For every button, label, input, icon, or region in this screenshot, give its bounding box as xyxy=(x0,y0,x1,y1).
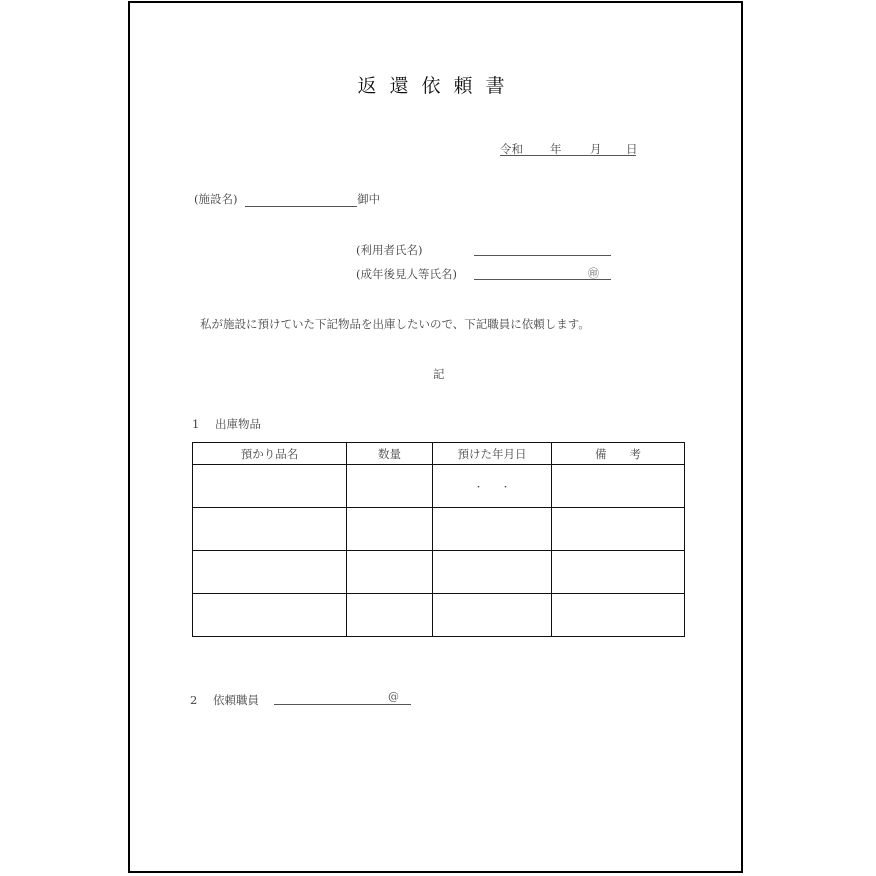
cell-remarks[interactable] xyxy=(552,508,685,551)
section1-number: 1 xyxy=(192,417,200,431)
guardian-name-label: (成年後見人等氏名) xyxy=(356,267,457,281)
header-quantity: 数量 xyxy=(347,443,433,465)
cell-item-name[interactable] xyxy=(193,465,347,508)
cell-quantity[interactable] xyxy=(347,508,433,551)
staff-seal-mark: @ xyxy=(388,690,399,703)
date-month: 月 xyxy=(590,142,602,156)
section1-label: 出庫物品 xyxy=(214,417,261,431)
items-table xyxy=(192,442,685,637)
ki-heading: 記 xyxy=(433,367,445,381)
cell-remarks[interactable] xyxy=(552,465,685,508)
section2-label: 依頼職員 xyxy=(212,693,259,707)
date-year: 年 xyxy=(550,142,562,156)
cell-item-name[interactable] xyxy=(193,594,347,637)
facility-blank xyxy=(245,206,357,207)
user-name-blank xyxy=(474,241,611,256)
table-header-row xyxy=(193,443,685,465)
table-row xyxy=(193,465,685,508)
cell-deposit-date[interactable] xyxy=(433,551,552,594)
user-name-label: (利用者氏名) xyxy=(356,243,423,257)
cell-deposit-date[interactable] xyxy=(433,508,552,551)
header-remarks: 備 考 xyxy=(552,443,685,465)
table-row xyxy=(193,594,685,637)
cell-item-name[interactable] xyxy=(193,508,347,551)
header-item-name: 預かり品名 xyxy=(193,443,347,465)
section2-heading xyxy=(190,692,259,708)
guardian-name-line xyxy=(356,266,457,282)
date-era: 令和 xyxy=(500,142,523,156)
facility-label: (施設名) xyxy=(194,192,238,206)
cell-quantity[interactable] xyxy=(347,551,433,594)
cell-deposit-date[interactable] xyxy=(433,465,552,508)
date-placeholder: ・ ・ xyxy=(473,482,510,493)
header-deposit-date: 預けた年月日 xyxy=(433,443,552,465)
document-page xyxy=(128,1,743,873)
cell-remarks[interactable] xyxy=(552,594,685,637)
user-name-line xyxy=(356,242,422,258)
cell-deposit-date[interactable] xyxy=(433,594,552,637)
body-text: 私が施設に預けていた下記物品を出庫したいので、下記職員に依頼します。 xyxy=(200,317,590,331)
cell-item-name[interactable] xyxy=(193,551,347,594)
section1-heading xyxy=(192,416,261,432)
section2-number: 2 xyxy=(190,693,198,707)
cell-quantity[interactable] xyxy=(347,594,433,637)
document-title: 返還依頼書 xyxy=(357,75,518,97)
facility-suffix: 御中 xyxy=(357,192,381,206)
date-line xyxy=(500,141,636,159)
guardian-seal-mark: ㊞ xyxy=(588,267,599,280)
table-row xyxy=(193,508,685,551)
cell-quantity[interactable] xyxy=(347,465,433,508)
date-day: 日 xyxy=(626,142,638,156)
table-row xyxy=(193,551,685,594)
cell-remarks[interactable] xyxy=(552,551,685,594)
facility-line xyxy=(194,191,380,207)
